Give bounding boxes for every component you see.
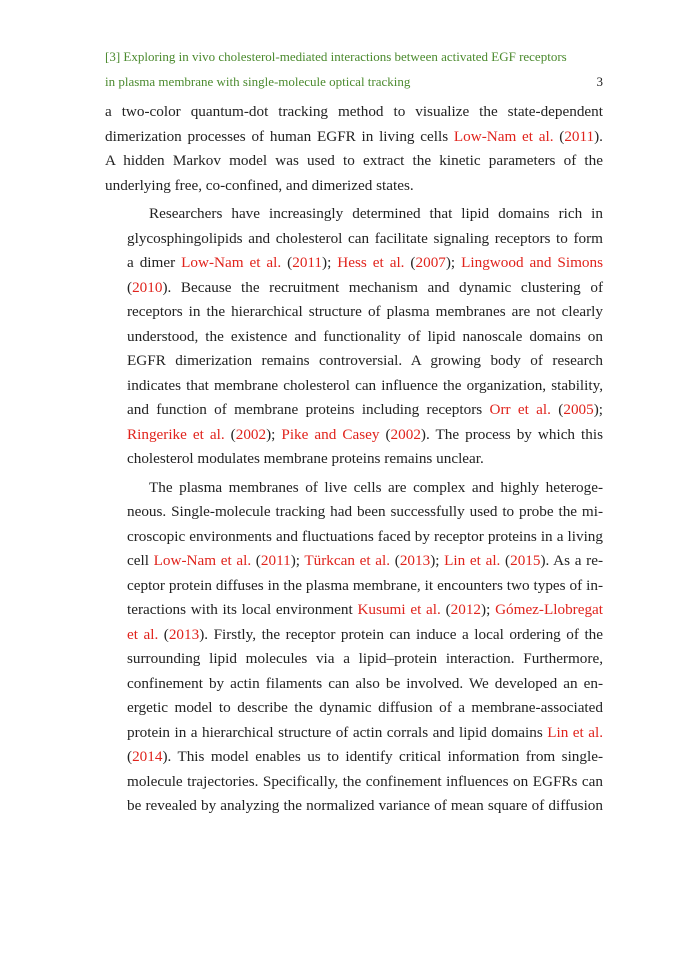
text-line bbox=[105, 721, 603, 746]
citation-link[interactable]: 2014 bbox=[132, 748, 163, 765]
citation-link[interactable]: Ringerike et al. bbox=[127, 425, 225, 443]
paragraph bbox=[105, 100, 603, 198]
text-run: ); bbox=[445, 254, 462, 271]
citation-link[interactable]: 2011 bbox=[292, 254, 323, 271]
text-line bbox=[105, 794, 603, 819]
citation-link[interactable]: Hess et al. bbox=[337, 254, 405, 271]
citation-link[interactable]: 2012 bbox=[450, 601, 482, 618]
text-line bbox=[105, 574, 603, 599]
text-run: ); bbox=[266, 425, 282, 443]
text-run: ( bbox=[500, 552, 511, 569]
text-run: a dimer bbox=[127, 254, 182, 271]
text-line bbox=[105, 696, 603, 721]
citation-link[interactable]: Lingwood and Simons bbox=[461, 254, 603, 271]
text-line bbox=[105, 770, 603, 795]
text-run: ( bbox=[440, 601, 451, 618]
paragraph bbox=[105, 476, 603, 819]
text-run: receptors in the hierarchical structure of plasma membranes are not clearly bbox=[127, 303, 603, 320]
text-run: ( bbox=[390, 552, 400, 569]
text-line bbox=[105, 500, 603, 525]
text-run: ergetic model to describe the dynamic diffusion of a membrane-associated bbox=[127, 699, 603, 716]
citation-link[interactable]: Türkcan et al. bbox=[304, 552, 391, 569]
citation-link[interactable]: 2005 bbox=[563, 401, 594, 418]
citation-link[interactable]: 2007 bbox=[415, 254, 446, 271]
text-line bbox=[105, 745, 603, 770]
text-run: ); bbox=[481, 601, 496, 618]
text-run: ). As a re- bbox=[540, 552, 604, 569]
text-run: and function of membrane proteins including receptors bbox=[127, 401, 490, 418]
text-run: The plasma membranes of live cells are complex and highly heteroge- bbox=[149, 478, 603, 496]
text-run: protein in a hierarchical structure of actin corrals and lipid domains bbox=[127, 723, 548, 741]
text-line bbox=[105, 672, 603, 697]
text-line bbox=[105, 476, 603, 501]
text-run: ). Firstly, the receptor protein can induce a local ordering of the bbox=[199, 625, 604, 643]
text-run: ( bbox=[550, 401, 564, 418]
text-run: ( bbox=[404, 254, 416, 271]
text-run: understood, the existence and functionality of lipid nanoscale domains on bbox=[127, 327, 603, 345]
citation-link[interactable]: 2013 bbox=[168, 625, 200, 643]
text-line bbox=[105, 423, 603, 448]
text-line bbox=[105, 325, 603, 350]
text-line bbox=[105, 174, 603, 199]
citation-link[interactable]: Low-Nam et al. bbox=[453, 127, 554, 145]
text-line bbox=[105, 525, 603, 550]
text-line bbox=[105, 251, 603, 276]
citation-link[interactable]: et al. bbox=[127, 625, 159, 643]
text-run: ( bbox=[127, 748, 133, 765]
text-line bbox=[105, 125, 603, 150]
header-row2 bbox=[105, 69, 603, 94]
text-run: teractions with its local environment bbox=[127, 601, 358, 618]
citation-link[interactable]: Pike and Casey bbox=[281, 425, 380, 443]
citation-link[interactable]: 2013 bbox=[399, 552, 431, 569]
paragraph bbox=[105, 202, 603, 472]
text-run: ). This model enables us to identify critical information from single- bbox=[162, 748, 603, 765]
text-run: Researchers have increasingly determined that lipid domains rich in bbox=[149, 205, 603, 222]
text-run: EGFR dimerization remains controversial. A growing body of research bbox=[127, 352, 603, 369]
text-line bbox=[105, 349, 603, 374]
text-run: ); bbox=[593, 401, 603, 418]
text-run: ( bbox=[379, 425, 391, 443]
header-title-line1: [3] Exploring in vivo cholesterol-mediated interactions between activated EGF receptors bbox=[105, 49, 567, 64]
text-run: ( bbox=[127, 278, 133, 296]
text-run: ). bbox=[594, 127, 603, 145]
text-line bbox=[105, 300, 603, 325]
citation-link[interactable]: 2011 bbox=[260, 552, 291, 569]
page-number: 3 bbox=[596, 74, 603, 89]
text-run: ( bbox=[251, 552, 261, 569]
text-run: ( bbox=[158, 625, 169, 643]
text-run: confinement by actin filaments can also be involved. We developed an en- bbox=[127, 674, 603, 692]
text-run: underlying free, co-confined, and dimerized states. bbox=[105, 176, 414, 194]
body-text bbox=[105, 100, 603, 819]
text-run: cholesterol modulates membrane proteins remains unclear. bbox=[127, 450, 484, 467]
citation-link[interactable]: 2011 bbox=[564, 127, 595, 145]
citation-link[interactable]: 2002 bbox=[235, 425, 267, 443]
text-run: dimerization processes of human EGFR in living cells bbox=[105, 127, 454, 145]
text-run: ceptor protein diffuses in the plasma membrane, it encounters two types of in- bbox=[127, 576, 603, 594]
text-run: be revealed by analyzing the normalized variance of mean square of diffusion bbox=[127, 797, 603, 814]
citation-link[interactable]: 2010 bbox=[132, 278, 163, 296]
text-run: indicates that membrane cholesterol can influence the organization, stability, bbox=[127, 376, 603, 394]
text-run: cell bbox=[127, 552, 154, 569]
text-line bbox=[105, 398, 603, 423]
citation-link[interactable]: Kusumi et al. bbox=[357, 601, 441, 618]
citation-link[interactable]: 2015 bbox=[510, 552, 541, 569]
text-run: glycosphingolipids and cholesterol can facilitate signaling receptors to form bbox=[127, 229, 603, 247]
text-line bbox=[105, 623, 603, 648]
text-run: molecule trajectories. Specifically, the confinement influences on EGFRs can bbox=[127, 772, 603, 790]
header-title-line2: in plasma membrane with single-molecule optical tracking bbox=[105, 74, 411, 89]
text-line bbox=[105, 549, 603, 574]
text-run: a two-color quantum-dot tracking method to visualize the state-dependent bbox=[105, 103, 603, 120]
citation-link[interactable]: Lin et al. bbox=[547, 723, 603, 741]
citation-link[interactable]: Lin et al. bbox=[444, 552, 501, 569]
citation-link[interactable]: Low-Nam et al. bbox=[153, 552, 252, 569]
text-run: croscopic environments and fluctuations faced by receptor proteins in a living bbox=[127, 527, 603, 545]
citation-link[interactable]: Orr et al. bbox=[489, 401, 551, 418]
text-run: ). The process by which this bbox=[420, 425, 603, 443]
text-run: neous. Single-molecule tracking had been successfully used to probe the mi- bbox=[127, 503, 603, 520]
citation-link[interactable]: Low-Nam et al. bbox=[181, 254, 282, 271]
text-line bbox=[105, 100, 603, 125]
text-run: ); bbox=[290, 552, 305, 569]
text-line bbox=[105, 202, 603, 227]
text-run: ( bbox=[281, 254, 293, 271]
citation-link[interactable]: Gómez-Llobregat bbox=[495, 601, 604, 618]
text-line bbox=[105, 276, 603, 301]
text-run: surrounding lipid molecules via a lipid–protein interaction. Furthermore, bbox=[127, 650, 603, 667]
text-run: ). Because the recruitment mechanism and dynamic clustering of bbox=[162, 278, 603, 296]
text-run: ); bbox=[430, 552, 445, 569]
text-line bbox=[105, 447, 603, 472]
citation-link[interactable]: 2002 bbox=[390, 425, 421, 443]
text-line bbox=[105, 374, 603, 399]
text-run: ( bbox=[224, 425, 236, 443]
text-line bbox=[105, 227, 603, 252]
text-run: A hidden Markov model was used to extract the kinetic parameters of the bbox=[105, 152, 603, 169]
text-line bbox=[105, 149, 603, 174]
text-line bbox=[105, 598, 603, 623]
text-run: ); bbox=[322, 254, 338, 271]
text-run: ( bbox=[553, 127, 565, 145]
text-line bbox=[105, 647, 603, 672]
running-header bbox=[105, 44, 603, 94]
